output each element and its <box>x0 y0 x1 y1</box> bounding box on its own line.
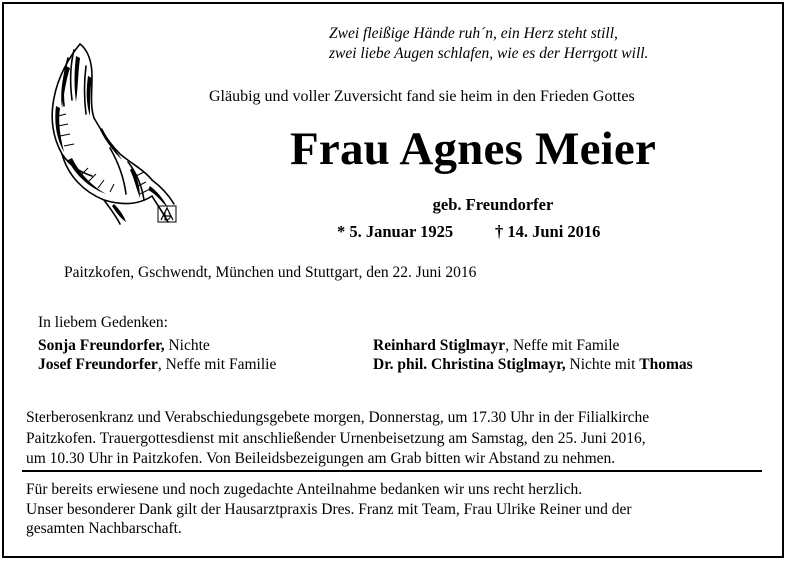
maiden-name: geb. Freundorfer <box>432 195 554 214</box>
thanks-line: gesamten Nachbarschaft. <box>26 520 182 537</box>
family-member-name: Dr. phil. Christina Stiglmayr, <box>373 356 566 373</box>
death-date: † 14. Juni 2016 <box>495 222 601 241</box>
family-member-extra: Thomas <box>639 356 693 373</box>
family-member-relation: Nichte mit <box>565 356 640 373</box>
service-info-line: Paitzkofen. Trauergottesdienst mit anschließender Urnenbeisetzung am Samstag, den 25. Juni 2016, <box>26 429 646 447</box>
poem-line-1: Zwei fleißige Hände ruh´n, ein Herz steht still, <box>329 25 618 42</box>
deceased-name: Frau Agnes Meier <box>289 123 657 175</box>
memory-label: In liebem Gedenken: <box>38 314 168 331</box>
family-member <box>373 355 693 374</box>
faith-line: Gläubig und voller Zuversicht fand sie heim in den Frieden Gottes <box>209 88 635 105</box>
family-member-relation: , Neffe mit Familie <box>157 356 277 373</box>
service-info-line: Sterberosenkranz und Verabschiedungsgebete morgen, Donnerstag, um 17.30 Uhr in der Filialkirche <box>26 409 650 426</box>
family-member-name: Sonja Freundorfer, <box>38 337 165 354</box>
poem-line-2: zwei liebe Augen schlafen, wie es der Herrgott will. <box>329 45 649 62</box>
family-member-relation: , Neffe mit Famile <box>505 337 620 354</box>
thanks-section <box>26 480 766 539</box>
family-member-name: Josef Freundorfer <box>38 356 158 373</box>
service-info <box>26 408 766 470</box>
family-member <box>373 336 619 355</box>
divider <box>22 470 762 472</box>
place-date-line: Paitzkofen, Gschwendt, München und Stuttgart, den 22. Juni 2016 <box>64 264 477 281</box>
family-member <box>38 336 210 355</box>
service-info-line: um 10.30 Uhr in Paitzkofen. Von Beileidsbezeigungen am Grab bitten wir Abstand zu nehmen. <box>26 450 616 467</box>
birth-date: * 5. Januar 1925 <box>337 222 454 241</box>
family-member <box>38 355 276 374</box>
thanks-line: Für bereits erwiesene und noch zugedachte Anteilnahme bedanken wir uns recht herzlich. <box>26 481 583 498</box>
family-member-relation: Nichte <box>164 337 210 354</box>
thanks-line: Unser besonderer Dank gilt der Hausarztpraxis Dres. Franz mit Team, Frau Ulrike Reiner und der <box>26 500 632 518</box>
family-member-name: Reinhard Stiglmayr <box>373 337 506 354</box>
obituary-notice <box>2 2 784 558</box>
